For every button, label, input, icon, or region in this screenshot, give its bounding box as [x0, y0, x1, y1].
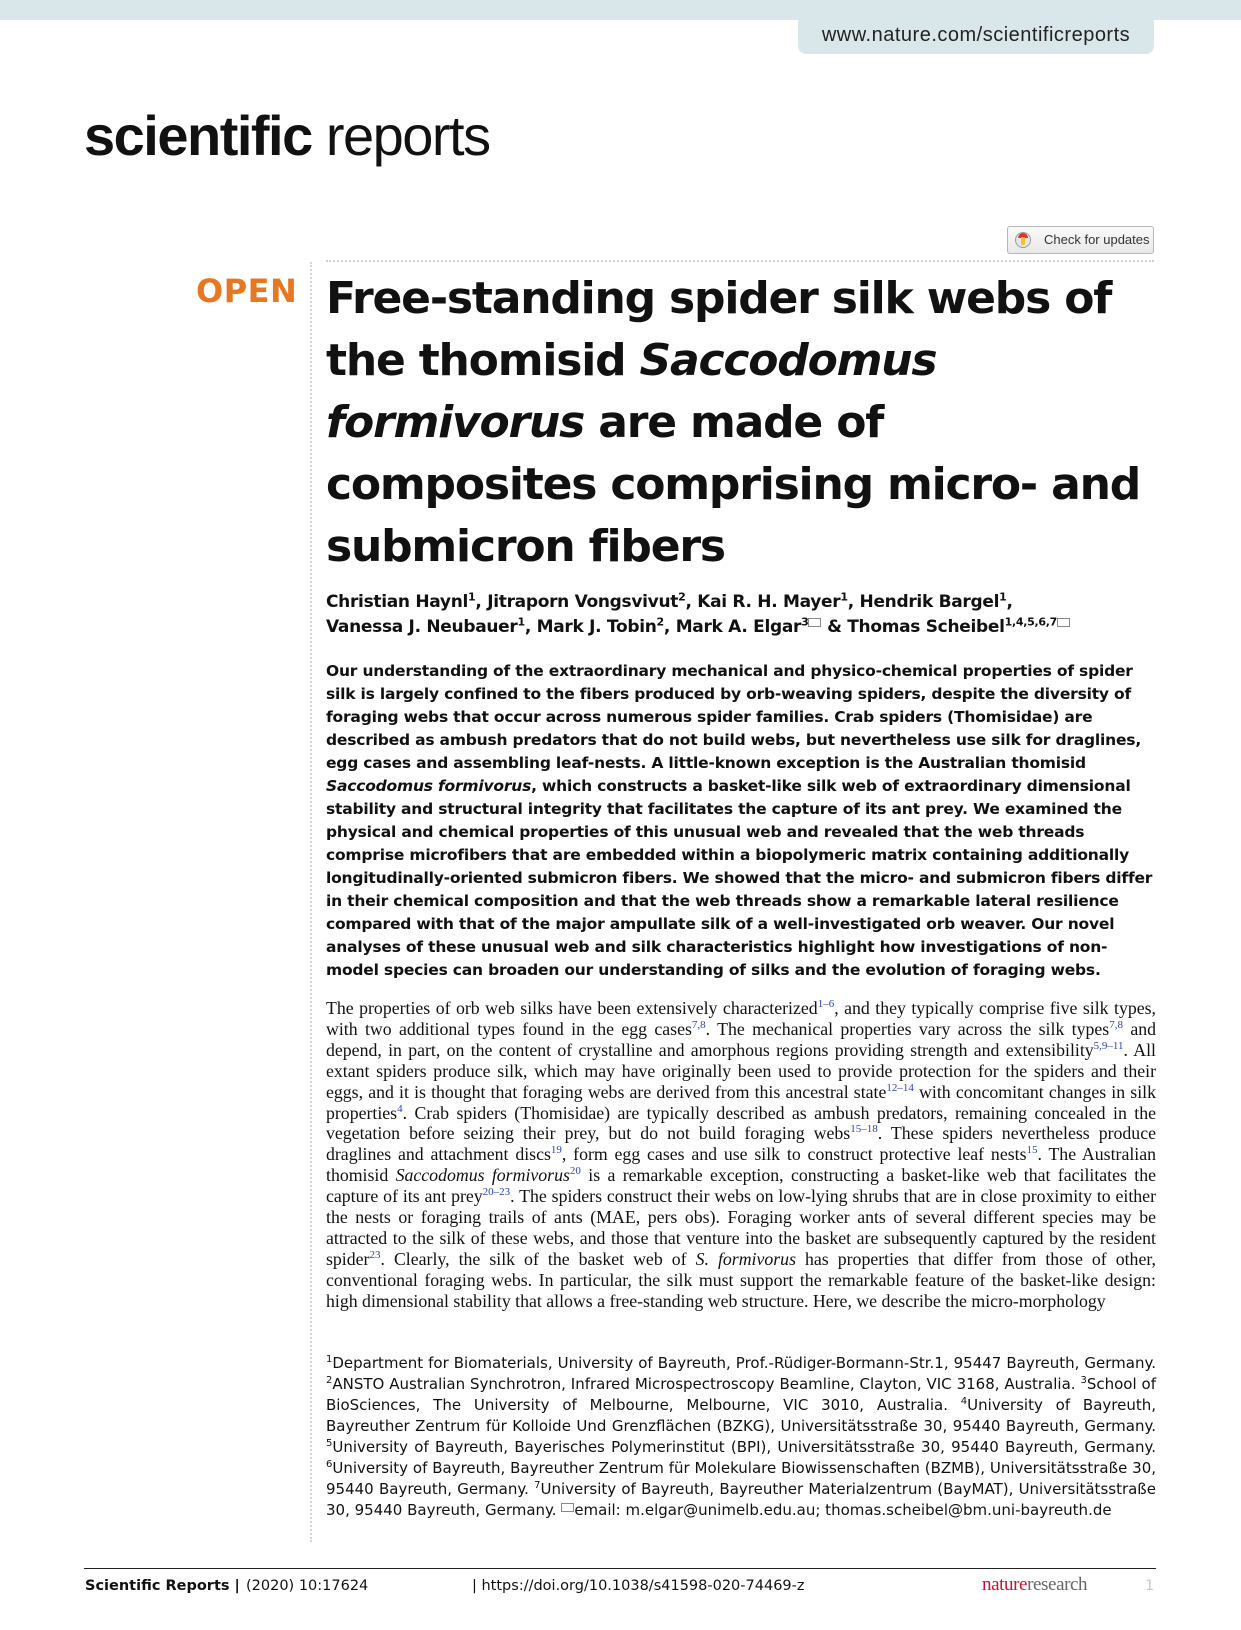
affiliation-number: 7 — [534, 1480, 541, 1491]
body-text-run: has properties that differ from those of other, conventional foraging webs. In particular, the silk must support the remarkable feature of the basket-like design: high dimensional stability that allows a free-standing web structure. Here, we describe the micro-morphology — [326, 1248, 1156, 1311]
author-separator: , — [475, 592, 488, 612]
author-name: Thomas Scheibel — [847, 617, 1005, 637]
citation-link[interactable]: 20–23 — [482, 1186, 511, 1199]
affiliation-text: School of BioSciences, The University of Melbourne, Melbourne, VIC 3010, Australia. — [326, 1375, 1156, 1414]
author-affiliation-number: 1 — [517, 615, 525, 629]
affiliation-text: ANSTO Australian Synchrotron, Infrared Microspectroscopy Beamline, Clayton, VIC 3168, Australia. — [332, 1375, 1081, 1393]
author-affiliation-number: 2 — [656, 615, 664, 629]
body-text-run: with concomitant changes in silk properties — [326, 1081, 1156, 1123]
logo-light-text: reports — [325, 104, 490, 167]
affiliation-number: 2 — [326, 1375, 333, 1386]
body-text-run: The properties of orb web silks have been extensively characterized — [326, 998, 818, 1018]
body-text-run: . Crab spiders (Thomisidae) are typically described as ambush predators, remaining concealed in the vegetation before seizing their prey, but do not build foraging webs — [326, 1102, 1156, 1144]
footer-divider — [84, 1568, 1156, 1569]
author-affiliation-number: 1 — [468, 590, 476, 604]
citation-link[interactable]: 19 — [550, 1144, 562, 1157]
open-access-badge: OPEN — [196, 272, 298, 310]
citation-link[interactable]: 23 — [369, 1248, 381, 1261]
body-paragraph — [326, 998, 1156, 1312]
author-affiliation-number: 1 — [999, 590, 1007, 604]
affiliation-text: University of Bayreuth, Bayreuther Zentrum für Molekulare Biowissenschaften (BZMB), Universitätsstraße 30, 95440 Bayreuth, Germany. — [326, 1459, 1156, 1498]
author-separator: , — [1006, 592, 1013, 612]
author-affiliation-number: 3 — [801, 615, 809, 629]
citation-link[interactable]: 5,9–11 — [1093, 1039, 1124, 1052]
species-name: Saccodomus formivorus — [395, 1165, 570, 1186]
citation-link[interactable]: 15–18 — [850, 1123, 878, 1136]
body-text-run: , and they typically comprise five silk types, with two additional types found in the egg cases — [326, 998, 1156, 1039]
abstract-species: Saccodomus formivorus — [326, 777, 532, 795]
body-text-run: is a remarkable exception, constructing a basket-like web that facilitates the capture of its ant prey — [326, 1165, 1156, 1207]
body-text-run: . The spiders construct their webs on low-lying shrubs that are in close proximity to either the nests or foraging trails of ants (MAE, pers obs). Foraging worker ants of several different species may be attracted to the silk of these webs, and those that venture into the basket are subsequently captured by the resident spider — [326, 1186, 1156, 1269]
citation-link[interactable]: 12–14 — [886, 1081, 914, 1094]
citation-link[interactable]: 1–6 — [817, 998, 835, 1011]
correspondence-email[interactable]: email: m.elgar@unimelb.edu.au; thomas.scheibel@bm.uni-bayreuth.de — [574, 1501, 1112, 1519]
check-for-updates-button[interactable] — [1007, 226, 1154, 254]
check-for-updates-label: Check for updates — [1044, 232, 1150, 247]
affiliation-number: 1 — [326, 1354, 333, 1365]
logo-bold-text: scientific — [84, 104, 312, 167]
citation-link[interactable]: 4 — [397, 1102, 403, 1115]
author-separator: & — [821, 617, 848, 637]
affiliation-text: University of Bayreuth, Bayerisches Polymerinstitut (BPI), Universitätsstraße 30, 95440 Bayreuth, Germany. — [332, 1438, 1156, 1456]
author-name: Hendrik Bargel — [859, 592, 1000, 612]
footer-journal: Scientific Reports | — [85, 1578, 240, 1594]
body-text-run: . Clearly, the silk of the basket web of — [380, 1248, 696, 1269]
affiliations — [326, 1353, 1156, 1521]
mail-icon — [561, 1503, 574, 1512]
author-separator: , — [663, 617, 676, 637]
author-affiliation-number: 1,4,5,6,7 — [1004, 615, 1057, 629]
dotted-divider-vertical — [310, 262, 312, 1542]
author-list — [326, 590, 1156, 640]
author-separator: , — [524, 617, 537, 637]
author-separator: , — [685, 592, 698, 612]
citation-link[interactable]: 7,8 — [691, 1018, 706, 1031]
footer-volume: (2020) 10:17624 — [246, 1578, 369, 1594]
body-text-run: . The mechanical properties vary across the silk types — [705, 1018, 1110, 1039]
journal-url[interactable]: www.nature.com/scientificreports — [821, 24, 1131, 46]
author-name: Mark A. Elgar — [675, 617, 802, 637]
dotted-divider-horizontal — [326, 260, 1154, 262]
mail-icon[interactable] — [1057, 618, 1070, 627]
author-affiliation-number: 2 — [678, 590, 686, 604]
author-name: Christian Haynl — [326, 592, 469, 612]
affiliation-text: University of Bayreuth, Bayreuther Zentrum für Kolloide Und Grenzflächen (BZKG), Universitätsstraße 30, 95440 Bayreuth, Germany. — [326, 1396, 1157, 1435]
body-text-run: . The Australian thomisid — [326, 1144, 1156, 1186]
author-separator: , — [847, 592, 860, 612]
mail-icon[interactable] — [808, 618, 821, 627]
affiliation-text: Department for Biomaterials, University of Bayreuth, Prof.-Rüdiger-Bormann-Str.1, 95447 Bayreuth, Germany. — [332, 1354, 1156, 1372]
author-name: Kai R. H. Mayer — [697, 592, 841, 612]
citation-link[interactable]: 15 — [1026, 1144, 1038, 1157]
nature-research-logo — [982, 1574, 1087, 1596]
body-text-run: . These spiders nevertheless produce draglines and attachment discs — [326, 1123, 1156, 1165]
brand-nature: nature — [982, 1574, 1028, 1595]
body-text-run: . All extant spiders produce silk, which may have originally been used to provide protection for the spiders and their eggs, and it is thought that foraging webs are derived from this ancestral state — [326, 1039, 1156, 1102]
journal-url-tab[interactable] — [798, 20, 1154, 54]
top-banner — [0, 0, 1241, 20]
title-text-end: are made of composites comprising micro- and submicron fibers — [326, 397, 1141, 572]
article-title — [326, 268, 1161, 578]
author-name: Vanessa J. Neubauer — [326, 617, 518, 637]
affiliation-number: 4 — [960, 1396, 968, 1407]
abstract — [326, 660, 1156, 982]
page-number: 1 — [1145, 1578, 1155, 1594]
brand-research: research — [1027, 1574, 1088, 1595]
affiliation-number: 5 — [326, 1438, 333, 1449]
author-name: Mark J. Tobin — [536, 617, 657, 637]
affiliation-text: University of Bayreuth, Bayreuther Materialzentrum (BayMAT), Universitätsstraße 30, 95440 Bayreuth, Germany. — [326, 1480, 1156, 1519]
title-text-start: Free-standing spider silk webs of the thomisid — [326, 273, 1112, 386]
abstract-text-end: , which constructs a basket-like silk web of extraordinary dimensional stability and structural integrity that facilitates the capture of its ant prey. We examined the physical and chemical properties of this unusual web and revealed that the web threads comprise microfibers that are embedded within a biopolymeric matrix containing additionally longitudinally-oriented submicron fibers. We showed that the micro- and submicron fibers differ in their chemical composition and that the web threads show a remarkable lateral resilience compared with that of the major ampullate silk of a well-investigated orb weaver. Our novel analyses of these unusual web and silk characteristics highlight how investigations of non-model species can broaden our understanding of silks and the evolution of foraging webs. — [326, 777, 1153, 979]
citation-link[interactable]: 20 — [569, 1165, 581, 1178]
body-text-run: and depend, in part, on the content of crystalline and amorphous regions providing strength and extensibility — [326, 1018, 1156, 1060]
author-affiliation-number: 1 — [840, 590, 848, 604]
affiliation-number: 3 — [1080, 1375, 1087, 1386]
affiliation-number: 6 — [326, 1459, 333, 1470]
footer-doi-link[interactable]: | https://doi.org/10.1038/s41598-020-74469-z — [472, 1578, 805, 1594]
author-name: Jitraporn Vongsvivut — [487, 592, 679, 612]
abstract-text-start: Our understanding of the extraordinary mechanical and physico-chemical properties of spider silk is largely confined to the fibers produced by orb-weaving spiders, despite the diversity of foraging webs that occur across numerous spider families. Crab spiders (Thomisidae) are described as ambush predators that do not build webs, but nevertheless use silk for draglines, egg cases and assembling leaf-nests. A little-known exception is the Australian thomisid — [326, 662, 1142, 772]
crossmark-icon — [1015, 232, 1031, 248]
species-name: S. formivorus — [695, 1248, 796, 1269]
journal-logo — [84, 96, 490, 176]
title-species: Saccodomus formivorus — [326, 335, 937, 448]
body-text-run: , form egg cases and use silk to construct protective leaf nests — [561, 1144, 1027, 1165]
citation-link[interactable]: 7,8 — [1109, 1018, 1123, 1031]
